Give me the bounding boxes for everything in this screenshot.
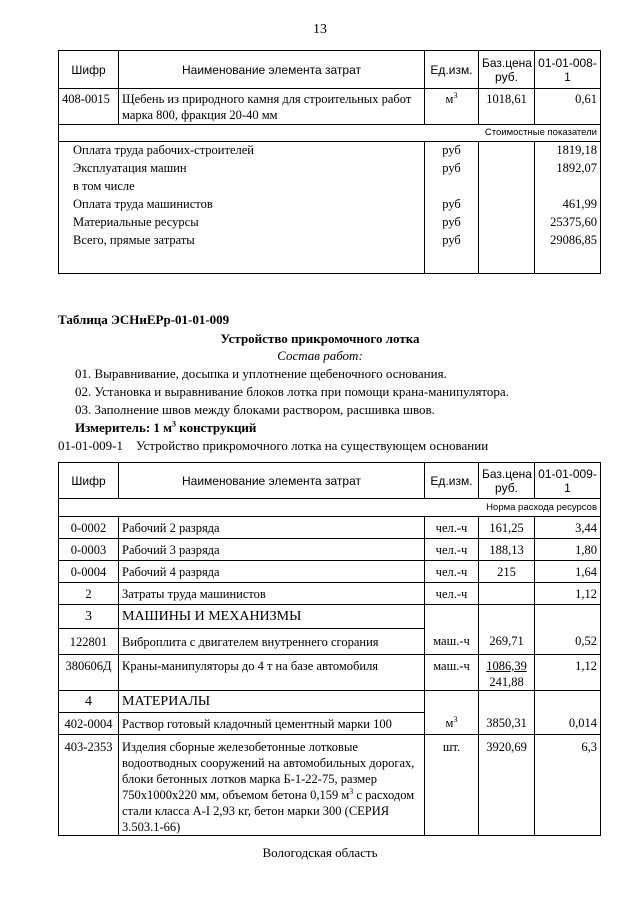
- row-code: 380606Д: [59, 655, 119, 691]
- table-row: [59, 517, 601, 539]
- row-unit: шт.: [425, 735, 479, 836]
- row-price: 161,25: [479, 517, 535, 539]
- cost-item-row: [59, 142, 601, 160]
- page-number: 13: [313, 22, 327, 37]
- row-unit: $м^3$: [425, 713, 479, 735]
- table-header-row: [59, 51, 601, 89]
- section-label: Норма расхода ресурсов: [535, 499, 601, 517]
- row-unit: маш.-ч: [425, 655, 479, 691]
- header-column-code: 01-01-008-1: [535, 51, 601, 89]
- item-name: Эксплуатация машин: [59, 160, 425, 178]
- table-header-row: [59, 463, 601, 499]
- code-line: 01-01-009-1 Устройство прикромочного лотка на существующем основании: [58, 438, 489, 453]
- machines-head-row: [59, 605, 601, 629]
- item-name: Оплата труда рабочих-строителей: [59, 142, 425, 160]
- row-value: 6,3: [535, 735, 601, 836]
- row-value: 1,80: [535, 539, 601, 561]
- row-name: Краны-манипуляторы до 4 т на базе автомобиля: [119, 655, 425, 691]
- row-name: Виброплита с двигателем внутреннего сгорания: [119, 629, 425, 655]
- row-unit: чел.-ч: [425, 583, 479, 605]
- work-item: 02. Установка и выравнивание блоков лотка при помощи крана-манипулятора.: [75, 384, 509, 399]
- item-value: 25375,60: [535, 214, 601, 232]
- row-code: 2: [59, 583, 119, 605]
- section-row: [59, 499, 601, 517]
- work-item: 03. Заполнение швов между блоками раствором, расшивка швов.: [75, 402, 435, 417]
- header-price: Баз.цена руб.: [479, 463, 535, 499]
- row-price: 3850,31: [479, 713, 535, 735]
- header-column-code: 01-01-009-1: [535, 463, 601, 499]
- row-code: 0-0004: [59, 561, 119, 583]
- item-price: [479, 142, 535, 160]
- row-unit: чел.-ч: [425, 539, 479, 561]
- header-unit: Ед.изм.: [425, 51, 479, 89]
- item-unit: руб: [425, 214, 479, 232]
- row-value: 0,52: [535, 629, 601, 655]
- meter-line: Измеритель: 1 $м^3$ конструкций: [75, 419, 257, 435]
- row-name: Изделия сборные железобетонные лотковые водоотводных сооружений на автомобильных дорогах, блоки бетонных лотков марка Б-1-22-75, размер 750х1000х220 мм, объемом бетона 0,159 $м^3$ с расходом стали класса А-I 2,93 кг, бетон марки 300 (СЕРИЯ 3.503.1-66): [119, 735, 425, 836]
- row-unit: чел.-ч: [425, 517, 479, 539]
- subtitle: Устройство прикромочного лотка: [220, 331, 420, 346]
- row-name: Раствор готовый кладочный цементный марки 100: [119, 713, 425, 735]
- operators-row: [59, 583, 601, 605]
- cost-item-row: [59, 160, 601, 178]
- row-code: 402-0004: [59, 713, 119, 735]
- item-name: Всего, прямые затраты: [59, 232, 425, 250]
- row-code: 408-0015: [59, 89, 119, 125]
- row-name: Щебень из природного камня для строительных работ марка 800, фракция 20-40 мм: [119, 89, 425, 125]
- row-name: Рабочий 4 разряда: [119, 561, 425, 583]
- cost-item-row: [59, 178, 601, 196]
- section-code: 3: [59, 605, 119, 629]
- header-price: Баз.цена руб.: [479, 51, 535, 89]
- cost-table-1: [58, 50, 601, 274]
- row-value: 1,12: [535, 655, 601, 691]
- section-name: МАТЕРИАЛЫ: [119, 691, 425, 713]
- section-row: [59, 125, 601, 142]
- item-value: [535, 178, 601, 196]
- section-code: 4: [59, 691, 119, 713]
- row-value: 3,44: [535, 517, 601, 539]
- table-row: [59, 629, 601, 655]
- item-unit: [425, 178, 479, 196]
- item-value: 29086,85: [535, 232, 601, 250]
- table-row: [59, 735, 601, 836]
- row-price: 269,71: [479, 629, 535, 655]
- header-code: Шифр: [59, 463, 119, 499]
- item-price: [479, 178, 535, 196]
- row-code: 403-2353: [59, 735, 119, 836]
- header-name: Наименование элемента затрат: [119, 51, 425, 89]
- cost-item-row: [59, 232, 601, 250]
- item-name: Оплата труда машинистов: [59, 196, 425, 214]
- section-name: МАШИНЫ И МЕХАНИЗМЫ: [119, 605, 425, 629]
- item-unit: руб: [425, 142, 479, 160]
- item-price: [479, 214, 535, 232]
- header-unit: Ед.изм.: [425, 463, 479, 499]
- materials-head-row: [59, 691, 601, 713]
- table-row: [59, 89, 601, 125]
- section-label: Стоимостные показатели: [535, 125, 601, 142]
- table-title: Таблица ЭСНиЕРр-01-01-009: [58, 312, 230, 327]
- row-name: Затраты труда машинистов: [119, 583, 425, 605]
- item-value: 461,99: [535, 196, 601, 214]
- header-name: Наименование элемента затрат: [119, 463, 425, 499]
- work-item: 01. Выравнивание, досыпка и уплотнение щебеночного основания.: [75, 366, 447, 381]
- item-name: в том числе: [59, 178, 425, 196]
- row-value: 0,014: [535, 713, 601, 735]
- item-value: 1892,07: [535, 160, 601, 178]
- item-name: Материальные ресурсы: [59, 214, 425, 232]
- row-unit: маш.-ч: [425, 629, 479, 655]
- row-code: 0-0002: [59, 517, 119, 539]
- cost-table-2: [58, 462, 601, 836]
- row-price: 1018,61: [479, 89, 535, 125]
- row-price: [479, 583, 535, 605]
- row-name: Рабочий 2 разряда: [119, 517, 425, 539]
- header-code: Шифр: [59, 51, 119, 89]
- row-price: 3920,69: [479, 735, 535, 836]
- item-price: [479, 196, 535, 214]
- item-value: 1819,18: [535, 142, 601, 160]
- cost-item-row: [59, 214, 601, 232]
- row-unit: чел.-ч: [425, 561, 479, 583]
- row-value: 1,12: [535, 583, 601, 605]
- table-row: [59, 713, 601, 735]
- row-price: 1086,39 241,88: [479, 655, 535, 691]
- item-price: [479, 232, 535, 250]
- item-unit: руб: [425, 232, 479, 250]
- item-unit: руб: [425, 196, 479, 214]
- table-row: [59, 539, 601, 561]
- row-code: 0-0003: [59, 539, 119, 561]
- table-row: [59, 561, 601, 583]
- cost-item-row: [59, 196, 601, 214]
- works-title: Состав работ:: [277, 348, 363, 363]
- item-unit: руб: [425, 160, 479, 178]
- item-price: [479, 160, 535, 178]
- table-bottom-spacer: [59, 250, 601, 274]
- row-price: 215: [479, 561, 535, 583]
- row-value: 0,61: [535, 89, 601, 125]
- table-row: [59, 655, 601, 691]
- row-unit: $м^3$: [425, 89, 479, 125]
- row-name: Рабочий 3 разряда: [119, 539, 425, 561]
- footer-region: Вологодская область: [262, 845, 378, 860]
- row-code: 122801: [59, 629, 119, 655]
- row-value: 1,64: [535, 561, 601, 583]
- row-price: 188,13: [479, 539, 535, 561]
